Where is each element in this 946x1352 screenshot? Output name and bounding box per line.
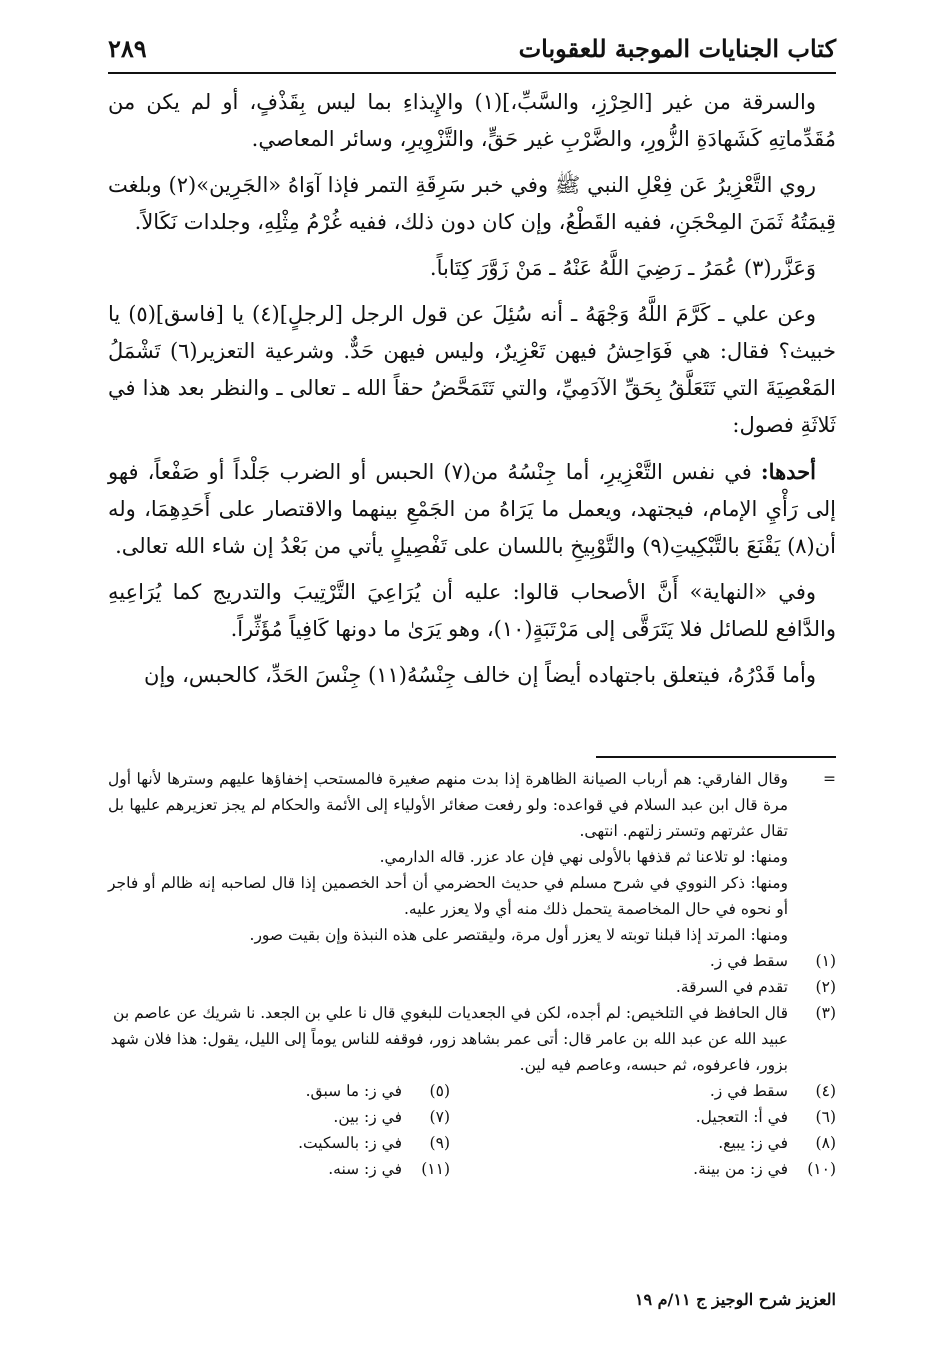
footnote-number: (٩) <box>429 1134 450 1152</box>
paragraph-7: وأما قَدْرُهُ، فيتعلق باجتهاده أيضاً إن خالف جِنْسُهُ(١١) جِنْسَ الحَدِّ، كالحبس، وإن <box>144 663 816 687</box>
main-text <box>108 84 836 703</box>
footnote-row <box>108 1156 836 1182</box>
footnote-9 <box>108 1130 472 1156</box>
footnote-text: في أ: التعجيل. <box>695 1108 788 1126</box>
footnote-3 <box>108 1000 836 1078</box>
footnote-text: في ز: بين. <box>333 1108 402 1126</box>
footnote-number: (٧) <box>429 1108 450 1126</box>
footnote-8 <box>472 1130 836 1156</box>
footnote-11 <box>108 1156 472 1182</box>
footnote-row <box>108 1130 836 1156</box>
footnote-text: في ز: ما سبق. <box>305 1082 402 1100</box>
footnote-cont-2: ومنها: لو تلاعنا ثم قذفها بالأولى نهي فإن عاد عزر. قاله الدارمي. <box>379 848 788 866</box>
footnote-text: في ز: بالسكيت. <box>298 1134 402 1152</box>
footnote-number: (١١) <box>421 1160 450 1178</box>
footnote-number: (٢) <box>815 978 836 996</box>
footnote-row <box>108 1078 836 1104</box>
footnote-1 <box>108 948 836 974</box>
paragraph-4: وعن علي ـ كَرَّمَ اللَّهُ وَجْهَهُ ـ أنه سُئِلَ عن قول الرجل [لرجلٍ](٤) يا [فاسق](٥) يا خبيث؟ فقال: هي فَوَاحِشُ فيهن تَعْزِيرٌ، وليس فيهن حَدٌّ. وشرعية التعزير(٦) تَشْمَلُ المَعْصِيَةَ التي تَتَعَلَّقُ بِحَقِّ الآدَمِيِّ، والتي تَتَمَحَّضُ حقاً الله ـ تعالى ـ والنظر بعد هذا في ثَلاثَةِ فصول: <box>108 302 836 437</box>
page-header <box>108 30 836 74</box>
footnote-number: (٨) <box>815 1134 836 1152</box>
footnote-7 <box>108 1104 472 1130</box>
footnote-4 <box>472 1078 836 1104</box>
footnote-text: سقط في ز. <box>709 952 788 970</box>
paragraph-2: روي التَّعْزِيرُ عَن فِعْلِ النبي ﷺ وفي خبر سَرِقَةِ التمر فإذا آوَاهُ «الجَرِين»(٢) وبلغت قِيمَتُهُ ثَمَنَ المِحْجَنِ، ففيه القَطْعُ، وإن كان دون ذلك، ففيه غُرْمُ مِثْلِهِ، وجلدات نَكَالاً. <box>108 173 836 234</box>
footnote-number: (١٠) <box>807 1160 836 1178</box>
footnote-text: في ز: سنه. <box>328 1160 402 1178</box>
paragraph-5-text: في نفس التَّعْزِيرِ، أما جِنْسُهُ من(٧) الحبس أو الضرب جَلْداً أو صَفْعاً، فهو إلى رَأْيِ الإمام، فيجتهد، ويعمل ما يَرَاهُ من الجَمْعِ بينهما والاقتصار على أَحَدِهِمَا، وله أن(٨) يَقْنَعَ بالتَّبْكِيتِ(٩) والتَّوْبِيخِ باللسان على تَفْصِيلٍ يأتي من بَعْدُ إن شاء الله تعالى. <box>108 460 836 558</box>
continuation-mark: = <box>823 770 836 788</box>
footnote-number: (٤) <box>815 1082 836 1100</box>
footnote-cont-1: وقال الفارقي: هم أرباب الصيانة الظاهرة إذا بدت منهم صغيرة فالمستحب إخفاؤها عليهم وسترها لأنها أول مرة قال ابن عبد السلام في قواعده: ولو رفعت صغائر الأولياء إلى الأئمة والحكام لم يجز تعزيرهم عليها بل تقال عثرتهم وتستر زلتهم. انتهى. <box>108 770 788 840</box>
section-lead: أحدها: <box>760 459 816 484</box>
footnote-number: (٥) <box>429 1082 450 1100</box>
paragraph-1: والسرقة من غير [الحِرْزِ، والسَّبِّ،](١) والإِيذاءِ بما ليس بِقَذْفٍ، أو لم يكن من مُقَدِّماتِهِ كَشَهادَةِ الزُّورِ، والضَّرْبِ غير حَقٍّ، والتَّزْوِيرِ، وسائر المعاصي. <box>108 90 836 151</box>
footnote-2 <box>108 974 836 1000</box>
footnote-divider <box>596 756 836 758</box>
page-number: ٢٨٩ <box>108 34 147 63</box>
footnote-10 <box>472 1156 836 1182</box>
footnote-6 <box>472 1104 836 1130</box>
footnote-text: قال الحافظ في التلخيص: لم أجده، لكن في الجعديات للبغوي قال نا علي بن الجعد. نا شريك عن عاصم بن عبيد الله عن عبد الله بن عامر قال: أتى عمر بشاهد زور، فوقفه للناس يوماً إلى الليل، يقول: هذا فلان شهد بزور، فاعرفوه، ثم حبسه، وعاصم فيه لين. <box>110 1004 788 1074</box>
footnote-5 <box>108 1078 472 1104</box>
paragraph-6: وفي «النهاية» أَنَّ الأصحاب قالوا: عليه أن يُرَاعِيَ التَّرْتِيبَ والتدريج كما يُرَاعِيهِ والدَّافع للصائل فلا يَتَرَقَّى إلى مَرْتَبَةٍ(١٠)، وهو يَرَىٰ ما دونها كَافِياً مُؤَثِّراً. <box>108 580 836 641</box>
footnote-text: سقط في ز. <box>709 1082 788 1100</box>
footnote-number: (١) <box>815 952 836 970</box>
footnote-cont-3: ومنها: ذكر النووي في شرح مسلم في حديث الحضرمي أن أحد الخصمين إذا قال لصاحبه إنه ظالم أو فاجر أو نحوه في حال المخاصمة يتحمل ذلك منه أي ولا يعزر عليه. <box>108 874 788 918</box>
running-title: كتاب الجنايات الموجبة للعقوبات <box>518 34 836 63</box>
footnote-continuation <box>108 766 836 948</box>
footnote-text: في ز: يبيع. <box>718 1134 788 1152</box>
footnote-cont-4: ومنها: المرتد إذا قبلنا توبته لا يعزر أول مرة، وليقتصر على هذه النبذة وإن بقيت صور. <box>249 926 788 944</box>
footnotes <box>108 766 836 1182</box>
signature-line: العزيز شرح الوجيز ج ١١/م ١٩ <box>634 1290 836 1309</box>
footnote-number: (٣) <box>815 1004 836 1022</box>
footnote-text: تقدم في السرقة. <box>675 978 788 996</box>
footnote-row <box>108 1104 836 1130</box>
footnote-text: في ز: من بينة. <box>693 1160 788 1178</box>
footnote-number: (٦) <box>815 1108 836 1126</box>
paragraph-3: وَعَزَّر(٣) عُمَرُ ـ رَضِيَ اللَّهُ عَنْهُ ـ مَنْ زَوَّرَ كِتَاباً. <box>429 256 816 280</box>
paragraph-5 <box>108 453 836 565</box>
